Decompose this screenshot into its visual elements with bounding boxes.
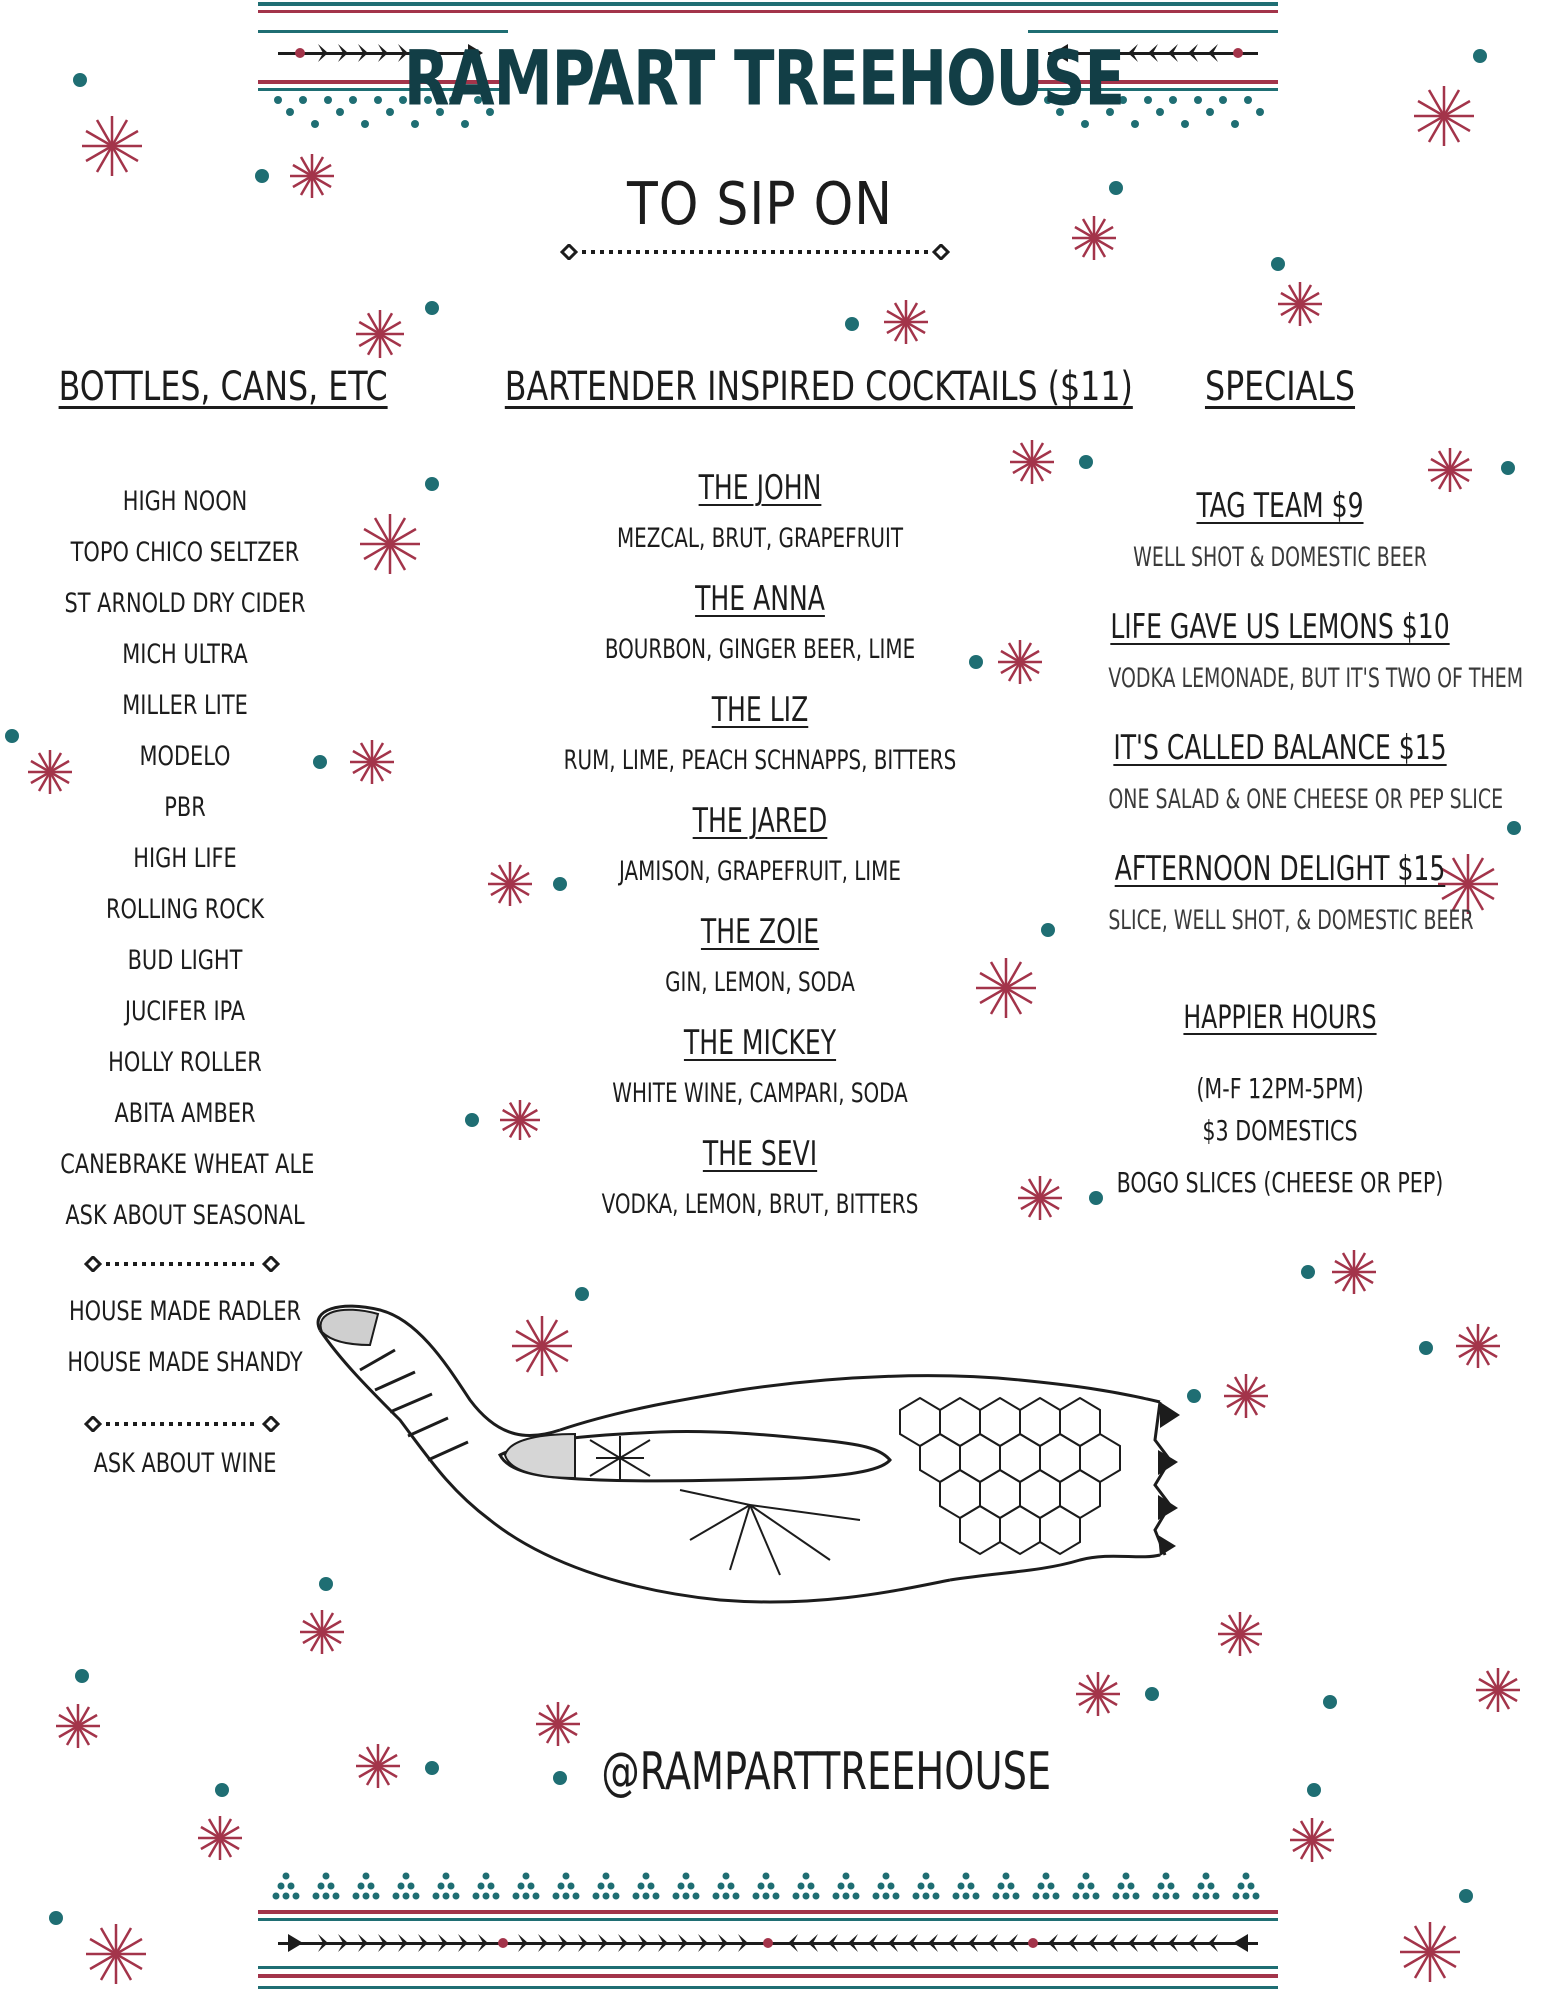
title-divider xyxy=(560,244,950,260)
dot-icon xyxy=(1307,1783,1321,1797)
cocktail-ingredients: MEZCAL, BRUT, GRAPEFRUIT xyxy=(616,523,904,554)
snowflake-icon xyxy=(56,1704,100,1748)
dot-icon xyxy=(1419,1341,1433,1355)
cocktails-list xyxy=(510,462,1010,1239)
dot-icon xyxy=(1271,257,1285,271)
happier-hours-heading: HAPPIER HOURS xyxy=(1183,998,1377,1036)
list-item: JUCIFER IPA xyxy=(124,996,246,1027)
dot-icon xyxy=(425,1761,439,1775)
snowflake-icon xyxy=(1332,1250,1376,1294)
cocktail-name: THE SEVI xyxy=(702,1134,818,1174)
special-description: WELL SHOT & DOMESTIC BEER xyxy=(1133,542,1427,573)
bottles-divider-1 xyxy=(84,1256,280,1272)
list-item: HOLLY ROLLER xyxy=(108,1047,262,1078)
dot-icon xyxy=(1459,1889,1473,1903)
dot-icon xyxy=(1507,821,1521,835)
cocktail-item xyxy=(510,573,1010,684)
dot-icon xyxy=(553,1771,567,1785)
list-item: PBR xyxy=(164,792,206,823)
list-item: ASK ABOUT WINE xyxy=(93,1448,277,1479)
dot-icon xyxy=(255,169,269,183)
list-item: MICH ULTRA xyxy=(122,639,248,670)
snowflake-icon xyxy=(1224,1374,1268,1418)
special-item xyxy=(1060,598,1524,719)
specials-list xyxy=(1060,477,1524,961)
brand-logo: RAMPART TREEHOUSE xyxy=(403,33,1125,123)
snowflake-icon xyxy=(536,1702,580,1746)
cocktail-item xyxy=(510,906,1010,1017)
special-name: TAG TEAM $9 xyxy=(1196,486,1364,526)
special-description: ONE SALAD & ONE CHEESE OR PEP SLICE xyxy=(1108,784,1504,815)
dot-icon xyxy=(1079,455,1093,469)
cocktail-name: THE JOHN xyxy=(698,468,822,508)
cocktail-item xyxy=(510,1128,1010,1239)
dot-icon xyxy=(465,1113,479,1127)
snowflake-icon xyxy=(1400,1922,1460,1982)
snowflake-icon xyxy=(1456,1324,1500,1368)
snowflake-icon xyxy=(360,514,420,574)
list-item: MILLER LITE xyxy=(122,690,248,721)
snowflake-icon xyxy=(1278,282,1322,326)
list-item: BUD LIGHT xyxy=(127,945,243,976)
cocktail-item xyxy=(510,684,1010,795)
dot-icon xyxy=(425,477,439,491)
cocktail-name: THE MICKEY xyxy=(683,1023,837,1063)
special-name: IT'S CALLED BALANCE $15 xyxy=(1113,728,1447,768)
dot-icon xyxy=(5,729,19,743)
cocktail-item xyxy=(510,1017,1010,1128)
dot-icon xyxy=(75,1669,89,1683)
list-item: ASK ABOUT SEASONAL xyxy=(65,1200,305,1231)
snowflake-icon xyxy=(1414,86,1474,146)
cocktail-item xyxy=(510,795,1010,906)
list-item: ABITA AMBER xyxy=(114,1098,256,1129)
happier-hours-line: $3 DOMESTICS xyxy=(1202,1114,1358,1147)
snowflake-icon xyxy=(1476,1668,1520,1712)
footer-banner xyxy=(258,1846,1278,2000)
snowflake-icon xyxy=(1290,1818,1334,1862)
dot-icon xyxy=(49,1911,63,1925)
happier-hours-line: (M-F 12PM-5PM) xyxy=(1196,1072,1364,1105)
snowflake-icon xyxy=(884,300,928,344)
snowflake-icon xyxy=(1072,216,1116,260)
bottles-divider-2 xyxy=(84,1416,280,1432)
cocktail-ingredients: VODKA, LEMON, BRUT, BITTERS xyxy=(601,1189,919,1220)
happier-hours-line: BOGO SLICES (CHEESE OR PEP) xyxy=(1116,1166,1444,1199)
list-item: HIGH NOON xyxy=(122,486,248,517)
dot-icon xyxy=(215,1783,229,1797)
bottles-heading: BOTTLES, CANS, ETC xyxy=(58,364,388,410)
list-item: HOUSE MADE RADLER xyxy=(68,1296,302,1327)
cocktail-ingredients: GIN, LEMON, SODA xyxy=(665,967,855,998)
snowflake-icon xyxy=(356,310,404,358)
list-item: ST ARNOLD DRY CIDER xyxy=(64,588,306,619)
brand-logo-box xyxy=(403,22,1125,134)
snowflake-icon xyxy=(356,1744,400,1788)
special-description: SLICE, WELL SHOT, & DOMESTIC BEER xyxy=(1108,905,1474,936)
cocktail-name: THE JARED xyxy=(692,801,828,841)
cocktail-ingredients: WHITE WINE, CAMPARI, SODA xyxy=(612,1078,908,1109)
special-item xyxy=(1060,477,1500,598)
dot-icon xyxy=(73,73,87,87)
list-item: ROLLING ROCK xyxy=(105,894,265,925)
list-item: CANEBRAKE WHEAT ALE xyxy=(60,1149,315,1180)
dot-icon xyxy=(1301,1265,1315,1279)
cocktail-item xyxy=(510,462,1010,573)
specials-heading: SPECIALS xyxy=(1204,364,1356,410)
list-item: MODELO xyxy=(139,741,231,772)
dot-icon xyxy=(1109,181,1123,195)
happier-hours xyxy=(1060,992,1500,1204)
dot-icon xyxy=(1473,49,1487,63)
dot-icon xyxy=(1041,923,1055,937)
snowflake-icon xyxy=(86,1924,146,1984)
special-item xyxy=(1060,840,1500,961)
special-name: AFTERNOON DELIGHT $15 xyxy=(1114,849,1446,889)
page-title: TO SIP ON xyxy=(627,170,893,239)
cocktail-name: THE ANNA xyxy=(695,579,825,619)
cocktail-ingredients: RUM, LIME, PEACH SCHNAPPS, BITTERS xyxy=(563,745,957,776)
cocktail-ingredients: JAMISON, GRAPEFRUIT, LIME xyxy=(619,856,901,887)
special-description: VODKA LEMONADE, BUT IT'S TWO OF THEM xyxy=(1108,663,1524,694)
dot-icon xyxy=(1145,1687,1159,1701)
bottles-list xyxy=(40,476,330,1241)
snowflake-icon xyxy=(1018,1176,1062,1220)
special-item xyxy=(1060,719,1504,840)
social-handle: @RAMPARTTREEHOUSE xyxy=(601,1742,1052,1802)
dot-icon xyxy=(1501,461,1515,475)
snowflake-icon xyxy=(1010,440,1054,484)
list-item: TOPO CHICO SELTZER xyxy=(70,537,300,568)
dot-icon xyxy=(845,317,859,331)
snowflake-icon xyxy=(82,116,142,176)
dot-icon xyxy=(1323,1695,1337,1709)
cocktail-ingredients: BOURBON, GINGER BEER, LIME xyxy=(604,634,916,665)
snowflake-icon xyxy=(1218,1612,1262,1656)
dot-icon xyxy=(425,301,439,315)
snowflake-icon xyxy=(350,740,394,784)
list-item: HOUSE MADE SHANDY xyxy=(67,1347,303,1378)
cocktails-heading: BARTENDER INSPIRED COCKTAILS ($11) xyxy=(504,364,1133,410)
list-item: HIGH LIFE xyxy=(133,843,237,874)
hand-illustration xyxy=(300,1290,1200,1630)
header-banner xyxy=(258,0,1278,140)
special-name: LIFE GAVE US LEMONS $10 xyxy=(1110,607,1450,647)
snowflake-icon xyxy=(198,1816,242,1860)
cocktail-name: THE LIZ xyxy=(711,690,809,730)
snowflake-icon xyxy=(290,154,334,198)
cocktail-name: THE ZOIE xyxy=(700,912,820,952)
snowflake-icon xyxy=(1076,1672,1120,1716)
